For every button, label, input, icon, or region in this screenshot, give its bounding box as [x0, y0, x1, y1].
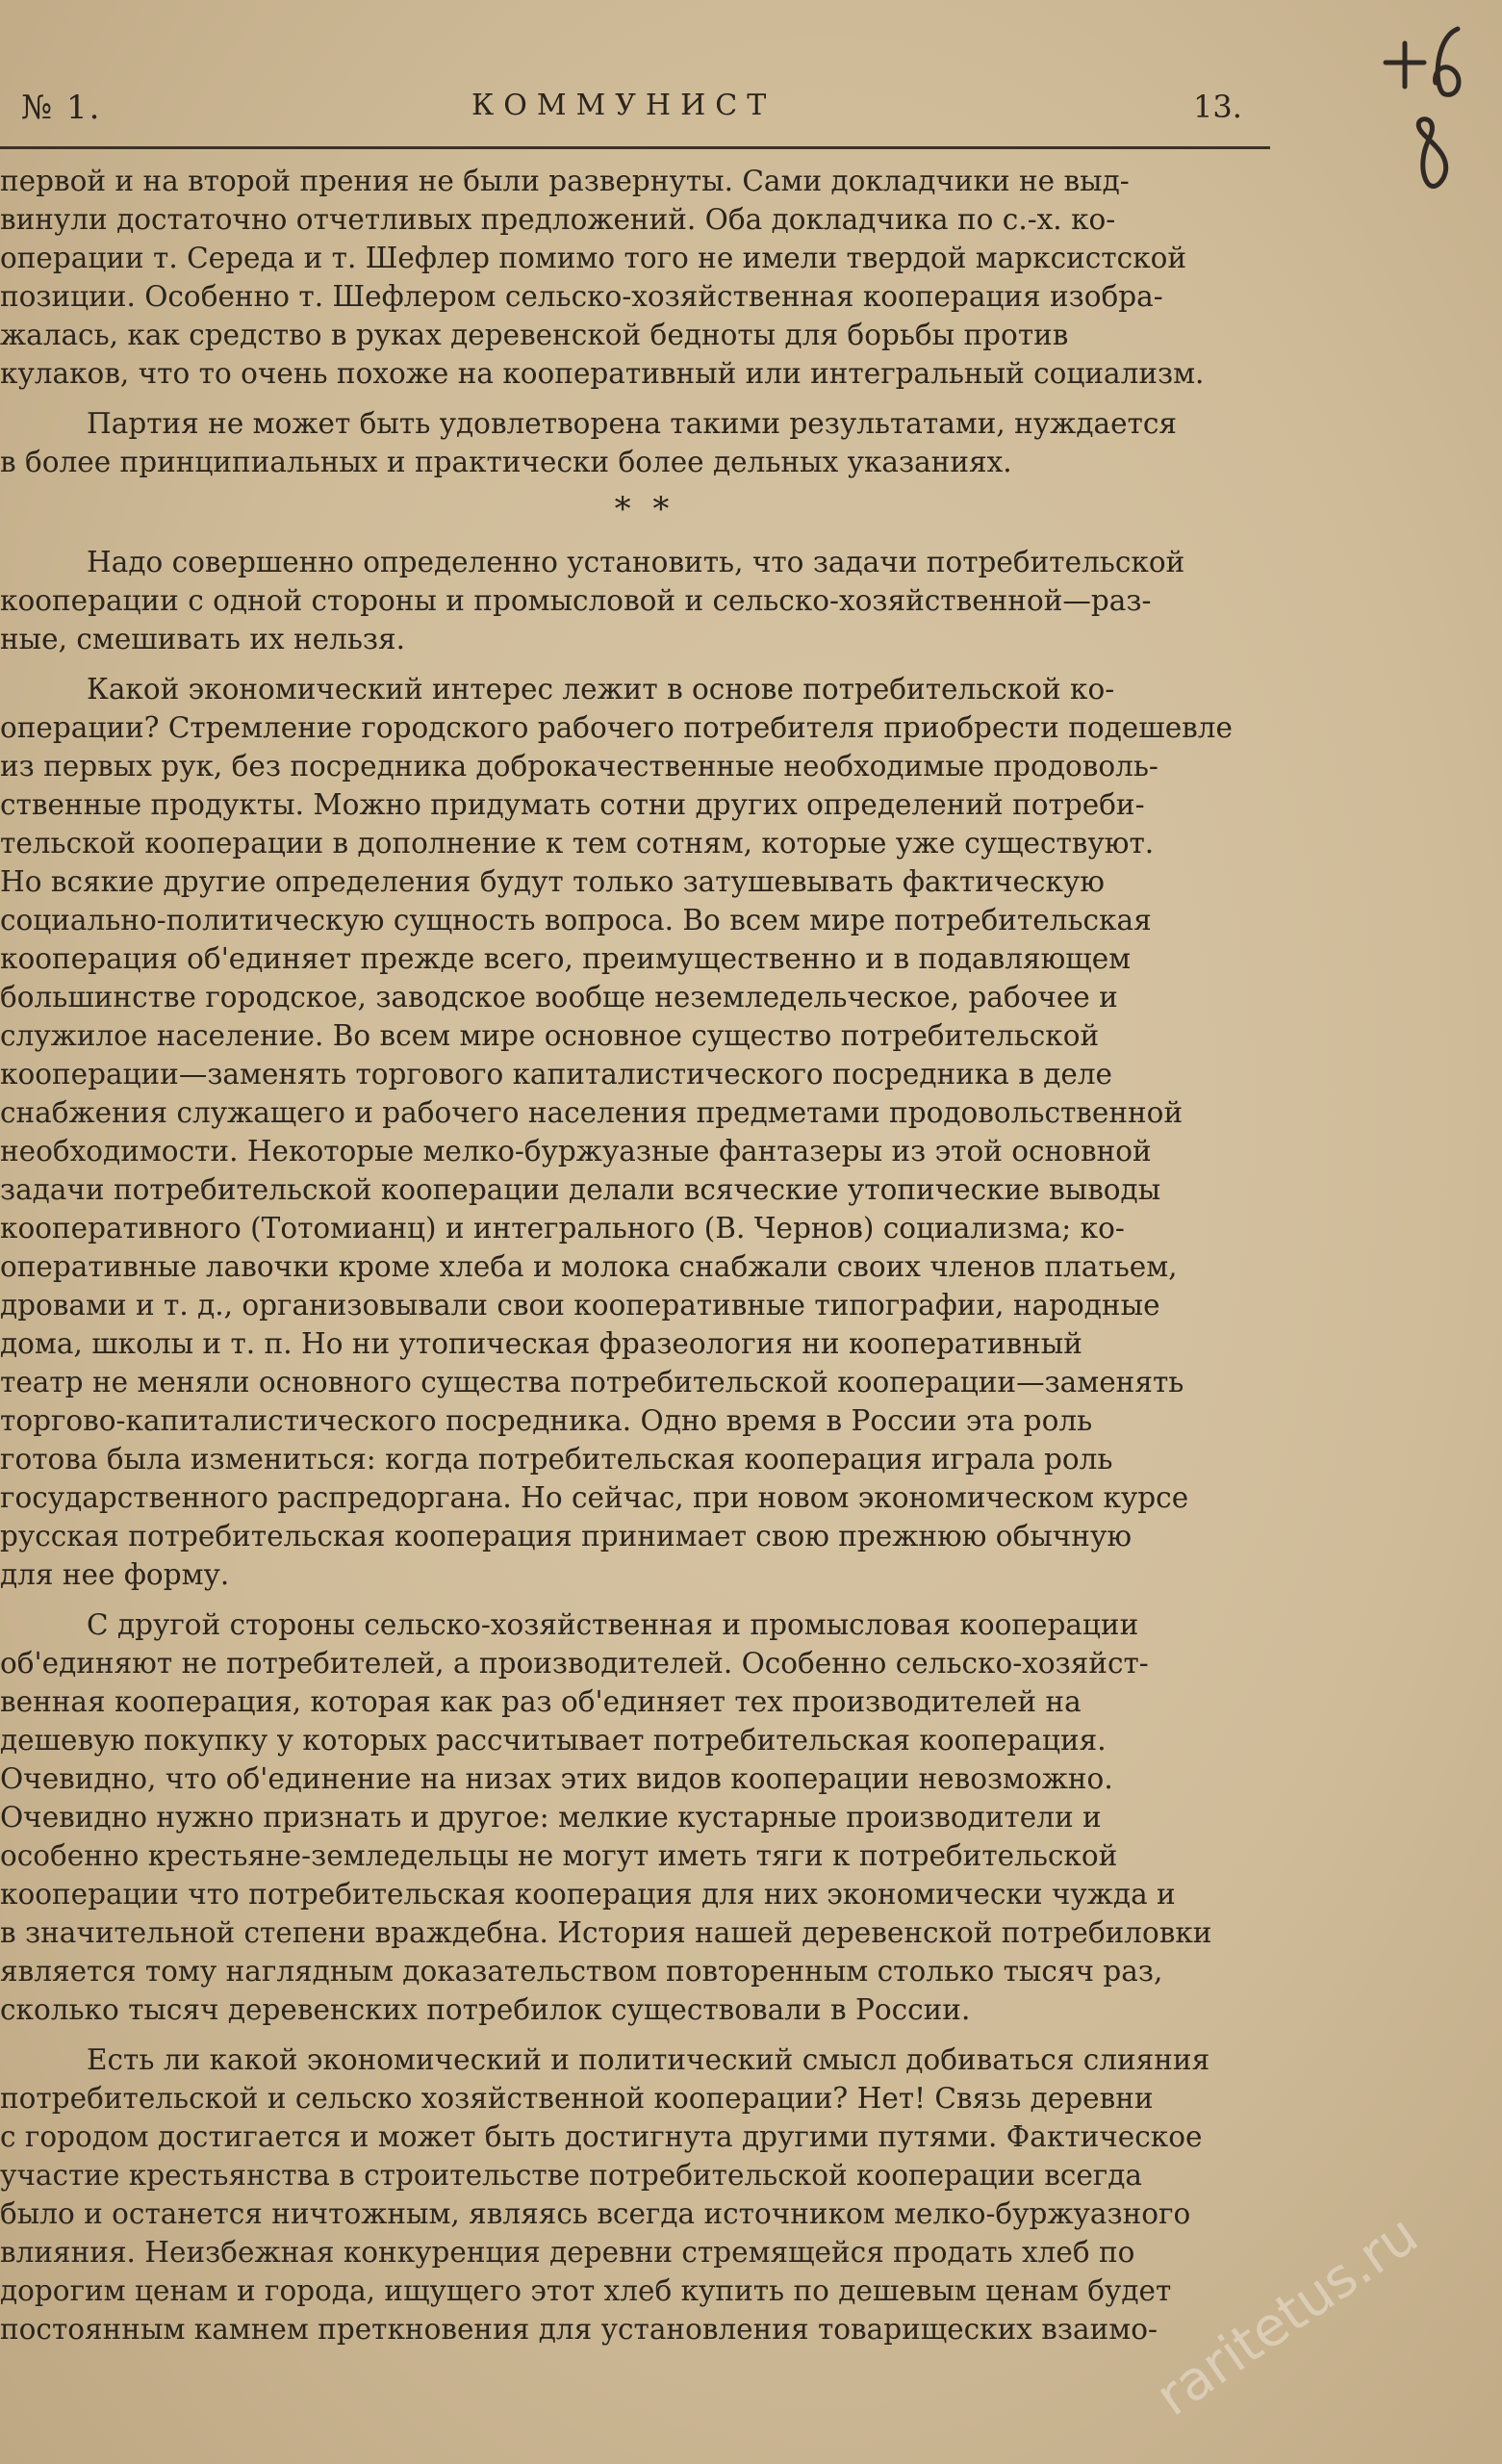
text-line: дешевую покупку у которых рассчитывает потребительская кооперация. [0, 1724, 1107, 1757]
article-text [0, 162, 1289, 2360]
text-line: служилое население. Во всем мире основное существо потребительской [0, 1019, 1100, 1052]
text-line: потребительской и сельско хозяйственной кооперации? Нет! Связь деревни [0, 2082, 1154, 2115]
text-line: операции? Стремление городского рабочего потребителя приобрести подешевле [0, 711, 1233, 744]
text-line: ственные продукты. Можно придумать сотни других определений потреби- [0, 788, 1145, 821]
text-line: винули достаточно отчетливых предложений. Оба докладчика по с.-х. ко- [0, 203, 1116, 236]
text-line: торгово-капиталистического посредника. Одно время в России эта роль [0, 1404, 1093, 1437]
text-line: было и останется ничтожным, являясь всегда источником мелко-буржуазного [0, 2197, 1191, 2230]
text-line: кулаков, что то очень похоже на кооперативный или интегральный социализм. [0, 357, 1205, 390]
text-line: дорогим ценам и города, ищущего этот хлеб купить по дешевым ценам будет [0, 2274, 1172, 2307]
text-line: Очевидно нужно признать и другое: мелкие кустарные производители и [0, 1801, 1102, 1834]
text-line: необходимости. Некоторые мелко-буржуазные фантазеры из этой основной [0, 1135, 1152, 1168]
page-number: 13. [1193, 89, 1242, 125]
text-line: русская потребительская кооперация принимает свою прежнюю обычную [0, 1520, 1133, 1553]
text-line: является тому наглядным доказательством повторенным столько тысяч раз, [0, 1955, 1163, 1988]
text-line: постоянным камнем преткновения для установления товарищеских взаимо- [0, 2313, 1158, 2346]
text-line: готова была измениться: когда потребительская кооперация играла роль [0, 1443, 1113, 1476]
text-line: сколько тысяч деревенских потребилок существовали в России. [0, 1993, 971, 2026]
text-line: венная кооперация, которая как раз об'единяет тех производителей на [0, 1685, 1082, 1718]
text-line: дровами и т. д., организовывали свои кооперативные типографии, народные [0, 1289, 1160, 1322]
paragraph [0, 543, 1289, 658]
text-line: с городом достигается и может быть достигнута другими путями. Фактическое [0, 2120, 1203, 2153]
text-line: государственного распредоргана. Но сейчас, при новом экономическом курсе [0, 1481, 1189, 1514]
paragraph [0, 2040, 1289, 2348]
section-divider-stars: * * [614, 490, 675, 528]
text-line: первой и на второй прения не были развернуты. Сами докладчики не выд- [0, 165, 1130, 197]
text-line: кооперации что потребительская кооперация для них экономически чужда и [0, 1878, 1176, 1911]
text-line: Какой экономический интерес лежит в основе потребительской ко- [87, 673, 1115, 706]
text-line: Но всякие другие определения будут только затушевывать фактическую [0, 865, 1105, 898]
text-line: для нее форму. [0, 1558, 230, 1591]
journal-title: КОММУНИСТ [471, 89, 776, 122]
text-line: жалась, как средство в руках деревенской бедноты для борьбы против [0, 319, 1069, 351]
issue-number: № 1. [21, 89, 102, 127]
text-line: об'единяют не потребителей, а производителей. Особенно сельско-хозяйст- [0, 1647, 1149, 1680]
text-line: кооперация об'единяет прежде всего, преимущественно и в подавляющем [0, 942, 1132, 975]
text-line: участие крестьянства в строительстве потребительской кооперации всегда [0, 2159, 1143, 2192]
text-line: операции т. Середа и т. Шефлер помимо того не имели твердой марксистской [0, 242, 1187, 274]
text-line: в значительной степени враждебна. История нашей деревенской потребиловки [0, 1916, 1212, 1949]
handwritten-note [1366, 19, 1482, 212]
text-line: кооперации с одной стороны и промысловой и сельско-хозяйственной—раз- [0, 584, 1152, 617]
text-line: задачи потребительской кооперации делали всяческие утопические выводы [0, 1173, 1161, 1206]
text-line: особенно крестьяне-земледельцы не могут иметь тяги к потребительской [0, 1839, 1118, 1872]
text-line: кооперации—заменять торгового капиталистического посредника в деле [0, 1058, 1113, 1091]
text-line: позиции. Особенно т. Шефлером сельско-хозяйственная кооперация изобра- [0, 280, 1163, 313]
text-line: тельской кооперации в дополнение к тем сотням, которые уже существуют. [0, 827, 1155, 860]
paragraph [0, 162, 1289, 393]
header-rule [0, 146, 1270, 149]
text-line: Есть ли какой экономический и политический смысл добиваться слияния [87, 2043, 1210, 2076]
text-line: ные, смешивать их нельзя. [0, 623, 405, 655]
text-line: кооперативного (Тотомианц) и интегрального (В. Чернов) социализма; ко- [0, 1212, 1125, 1245]
text-line: С другой стороны сельско-хозяйственная и промысловая кооперации [87, 1608, 1139, 1641]
text-line: из первых рук, без посредника доброкачественные необходимые продоволь- [0, 750, 1158, 783]
text-line: Партия не может быть удовлетворена такими результатами, нуждается [87, 407, 1177, 440]
text-line: снабжения служащего и рабочего населения предметами продовольственной [0, 1096, 1184, 1129]
text-line: Надо совершенно определенно установить, что задачи потребительской [87, 546, 1185, 578]
text-line: социально-политическую сущность вопроса. Во всем мире потребительская [0, 904, 1152, 937]
running-header [0, 89, 1502, 131]
text-line: оперативные лавочки кроме хлеба и молока снабжали своих членов платьем, [0, 1250, 1178, 1283]
watermark: raritetus.ru [1145, 2203, 1430, 2429]
text-line: театр не меняли основного существа потребительской кооперации—заменять [0, 1366, 1184, 1399]
text-line: большинстве городское, заводское вообще неземледельческое, рабочее и [0, 981, 1118, 1014]
paragraph [0, 404, 1289, 481]
text-line: влияния. Неизбежная конкуренция деревни стремящейся продать хлеб по [0, 2236, 1135, 2269]
paragraph [0, 670, 1289, 1594]
paragraph [0, 1605, 1289, 2029]
text-line: дома, школы и т. п. Но ни утопическая фразеология ни кооперативный [0, 1327, 1082, 1360]
text-line: в более принципиальных и практически более дельных указаниях. [0, 446, 1012, 478]
text-line: Очевидно, что об'единение на низах этих видов кооперации невозможно. [0, 1762, 1113, 1795]
